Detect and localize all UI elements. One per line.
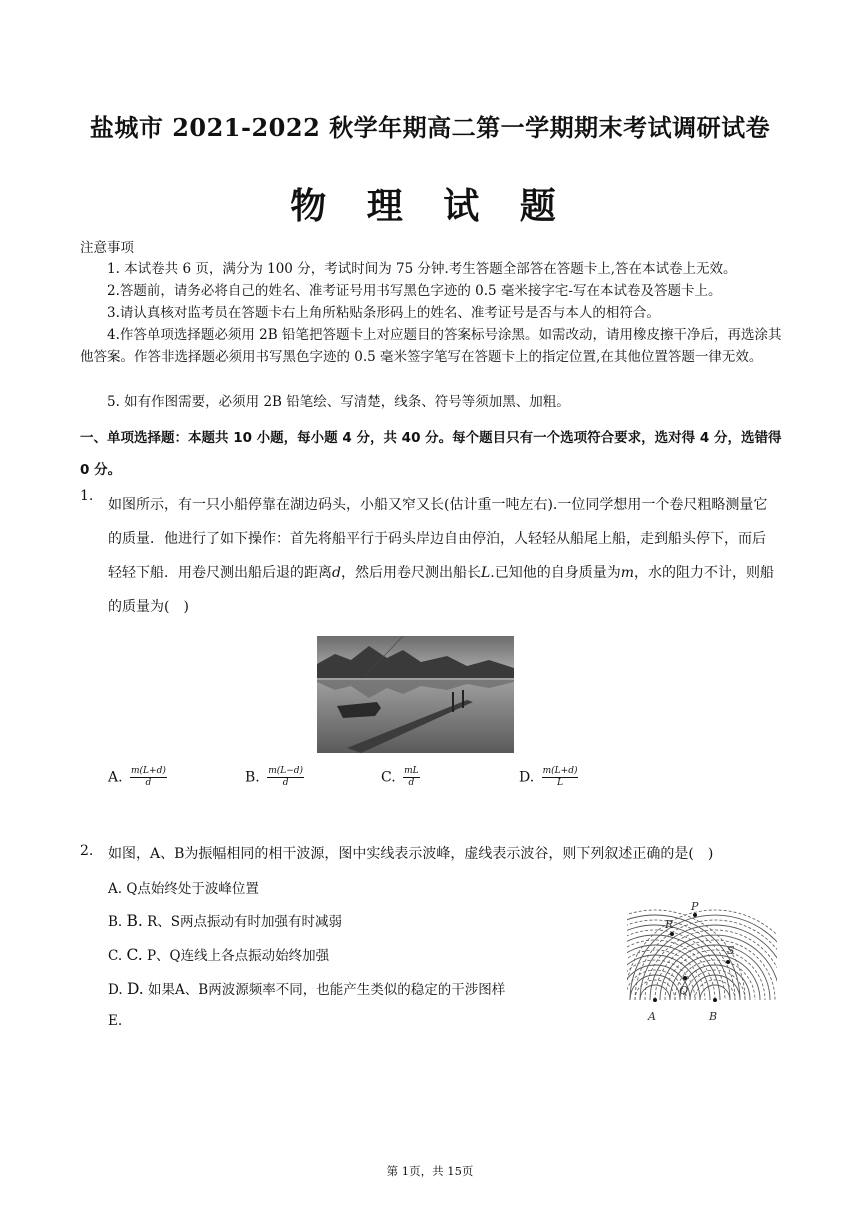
option-c[interactable]: C. C. P、Q连线上各点振动始终加强 xyxy=(108,946,330,964)
subject-title: 物 理 试 题 xyxy=(290,185,570,227)
question-number: 2. xyxy=(80,843,94,859)
label-b: B xyxy=(709,1010,718,1023)
label-a: A xyxy=(648,1010,656,1023)
option-d[interactable]: D. $\frac{m(L+d)}{L}$ xyxy=(519,766,578,788)
option-c[interactable]: C. $\frac{mL}{d}$ xyxy=(381,766,419,788)
exam-title: 盐城市 2021-2022 秋学年期高二第一学期期末考试调研试卷 xyxy=(89,113,771,142)
notice-item-5: 5. 如有作图需要，必须用 2B 铅笔绘、写清楚，线条、符号等须加黑、加粗。 xyxy=(107,394,570,410)
notice-item-4: 4.作答单项选择题必须用 2B 铅笔把答题卡上对应题目的答案标号涂黑。如需改动，请用橡皮擦干净后，再选涂其他答案。作答非选择题必须用书写黑色字迹的 0.5 毫米签字笔写在答题卡上的指定位置,在其他位置答题一律无效。 xyxy=(80,327,782,365)
notice-item-1: 1. 本试卷共 6 页，满分为 100 分，考试时间为 75 分钟.考生答题全部答在答题卡上,答在本试卷上无效。 xyxy=(107,261,737,277)
option-b[interactable]: B. B. R、S两点振动有时加强有时减弱 xyxy=(108,912,343,930)
section-heading: 一、单项选择题：本题共 10 小题，每小题 4 分，共 40 分。每个题目只有一个选项符合要求，选对得 4 分，选错得 0 分。 xyxy=(80,430,782,478)
interference-diagram xyxy=(627,898,777,1026)
label-r: R xyxy=(665,918,674,931)
question-number: 1. xyxy=(80,488,94,504)
page-total: 15 xyxy=(447,1164,462,1178)
label-p: P xyxy=(691,900,699,913)
notice-heading: 注意事项 xyxy=(80,240,134,256)
math-var: m xyxy=(620,565,634,581)
label-q: Q xyxy=(679,984,689,997)
label-s: S xyxy=(727,944,735,957)
option-d[interactable]: D. D. 如果A、B两波源频率不同，也能产生类似的稳定的干涉图样 xyxy=(108,980,506,998)
page-number: 1 xyxy=(401,1164,410,1178)
notice-item-2: 2.答题前，请务必将自己的姓名、准考证号用书写黑色字迹的 0.5 毫米接字宅-写在本试卷及答题卡上。 xyxy=(107,283,722,299)
question-text: 如图，A、B为振幅相同的相干波源，图中实线表示波峰，虚线表示波谷，则下列叙述正确的是( ) xyxy=(108,846,714,862)
question-text: 如图所示，有一只小船停靠在湖边码头，小船又窄又长(估计重一吨左右).一位同学想用一个卷尺粗略测量它的质量．他进行了如下操作：首先将船平行于码头岸边自由停泊，人轻轻从船尾上船，走到船头停下，而后轻轻下船．用卷尺测出船后退的距离d，然后用卷尺测出船长L.已知他的自身质量为m，水的阻力不计，则船的质量为( ) xyxy=(108,497,774,615)
math-var: L xyxy=(480,565,491,581)
option-a[interactable]: A. $\frac{m(L+d)}{d}$ xyxy=(108,766,166,788)
notice-item-3: 3.请认真核对监考员在答题卡右上角所粘贴条形码上的姓名、准考证号是否与本人的相符合。 xyxy=(107,305,660,321)
lake-boat-photo xyxy=(317,636,514,753)
option-e[interactable]: E. xyxy=(108,1013,123,1029)
option-b[interactable]: B. $\frac{m(L-d)}{d}$ xyxy=(245,766,304,788)
math-var: d xyxy=(332,565,341,581)
option-a[interactable]: A. Q点始终处于波峰位置 xyxy=(108,881,259,897)
page-footer: 第 1页，共 15页 xyxy=(386,1164,474,1178)
